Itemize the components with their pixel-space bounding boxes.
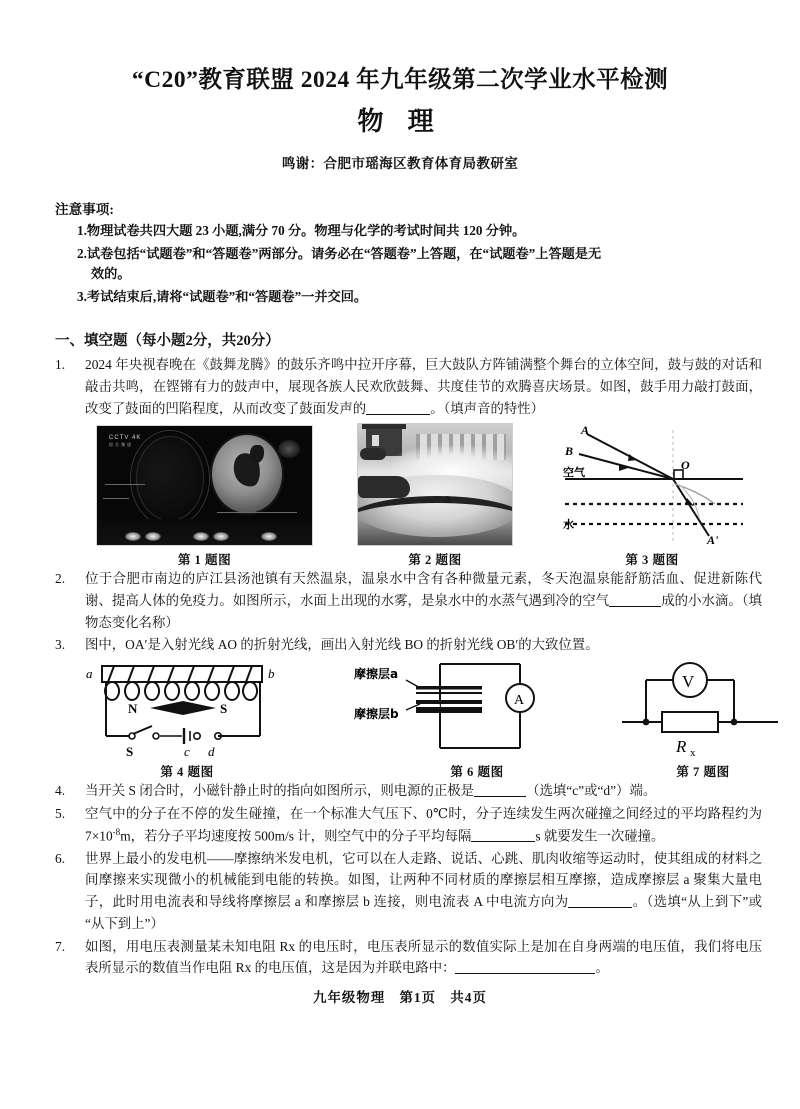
cctv-watermark: CCTV 4K 综合频道 [109,435,142,448]
label-terminal-b: b [268,666,275,682]
figure-1-caption: 第 1 题图 [177,553,232,568]
question-7-text-a: 如图，用电压表测量某未知电阻 Rx 的电压时，电压表所显示的数值实际上是加在自身两端的电压值，我们将电压表所显示的数值当作电阻 Rx 的电压值，这是因为并联电路中： [85,938,762,976]
friction-layer-a-bar2 [416,692,482,694]
notice-heading: 注意事项: [55,202,114,218]
notice-block [0,198,800,307]
stage-beam-2 [103,498,129,499]
charge-dots [420,704,477,707]
friction-layer-a-bar1 [416,686,482,690]
notice-item-2-line1: 2.试卷包括“试题卷”和“答题卷”两部分。请务必在“答题卷”上答题，在“试题卷”上答题是无 [77,245,602,261]
question-4-text-a: 当开关 S 闭合时，小磁针静止时的指向如图所示，则电源的正极是 [85,783,475,799]
label-friction-layer-b: 摩擦层b [354,707,399,722]
lit-drum-shape [212,435,282,513]
dark-drum-shape [131,431,209,526]
question-2 [0,568,800,633]
question-7-answer-blank[interactable] [455,960,595,974]
question-5-text [85,803,762,847]
stage-beam-3 [217,512,297,513]
drum-stage-photo [96,425,313,546]
question-2-text [85,568,762,633]
junction-dot-left [643,719,650,726]
question-4-text-b: （选填“c”或“d”）端。 [526,783,657,799]
faint-arc-1 [675,484,715,504]
question-2-text-b: 成的小水滴。（填物态变化名称） [85,593,762,630]
pool-rock [358,476,410,498]
question-5-answer-blank[interactable] [471,828,535,842]
question-2-number: 2. [55,571,66,587]
pool-rim [357,496,513,546]
hot-spring-photo [357,423,513,546]
section-heading-fill-in-blanks: 一、填空题（每小题2分，共20分） [55,333,280,350]
resistor-label-subscript: x [690,747,696,760]
compass-needle [150,701,216,715]
voltmeter-letter: V [682,672,695,692]
switch-contact [153,733,159,739]
ammeter-letter: A [514,693,525,709]
notice-item-3: 3.考试结束后,请将“试题卷”和“答题卷”一并交回。 [77,288,368,304]
figure-7-cell [618,660,788,780]
question-1-number: 1. [55,357,66,373]
figure-3-cell [557,424,747,568]
label-friction-layer-a: 摩擦层a [354,667,399,682]
figure-2-cell [357,423,513,568]
label-switch-s: S [126,744,134,760]
label-ray-a: A [581,424,590,438]
page-footer: 九年级物理 第1页 共4页 [313,989,487,1005]
incident-ray-a-arrow [628,454,637,461]
figure-3-caption: 第 3 题图 [625,553,679,568]
question-1 [0,354,800,419]
question-6-text-a: 世界上最小的发电机——摩擦纳米发电机，它可以在人走路、说话、心跳、肌肉收缩等运动时，使其组成的材料之间摩擦来实现微小的机械能到电能的转换。如图，让两种不同材质的摩擦层相互摩擦，造成摩擦层 a 聚集大量电子，此时用电流表和导线将摩擦层 a 和摩擦层 b 连接，则电流表 A 中电流方向为 [85,850,762,910]
notice-item-1: 1.物理试卷共四大题 23 小题,满分 70 分。物理与化学的考试时间共 120 分钟。 [77,223,526,239]
question-2-text-a: 位于合肥市南边的庐江县汤池镇有天然温泉，温泉水中含有各种微量元素，冬天泡温泉能舒筋活血、促进新陈代谢、提高人体的免疫力。如图所示，水面上出现的水雾，是泉水中的水蒸气遇到冷的空气 [85,571,762,609]
switch-blade [133,726,152,734]
question-6-answer-blank[interactable] [568,894,632,908]
question-5-exponent: -8 [112,826,121,837]
friction-layer-b-top [416,700,482,704]
question-4-number: 4. [55,783,66,799]
label-north: N [128,701,138,717]
acknowledgement-line: 鸣谢：合肥市瑶海区教育体育局教研室 [281,156,519,172]
label-ray-b: B [565,444,574,459]
stage-beam-1 [105,484,145,485]
label-terminal-a: a [86,666,93,682]
stage-glow [278,440,300,458]
label-water: 水 [563,518,574,532]
question-1-text-b: 。（填声音的特性） [430,400,545,416]
label-node-d: d [208,744,215,760]
question-4-answer-blank[interactable] [474,783,526,797]
figure-7-caption: 第 7 题图 [676,765,730,780]
junction-dot-right [731,719,738,726]
figure-4-cell [78,660,296,780]
question-7-text-b: 。 [595,960,609,976]
label-south: S [220,701,228,717]
refracted-ray-a-prime [673,479,709,536]
question-7 [0,936,800,979]
resistor-box [662,712,718,732]
figure-row-2 [0,660,800,780]
question-4 [0,780,800,802]
refraction-diagram [557,424,747,546]
question-5-text-b: s 就要发生一次碰撞。 [535,828,665,844]
page-title: “C20”教育联盟 2024 年九年级第二次学业水平检测 [131,67,669,93]
question-5-text-a: 空气中的分子在不停的发生碰撞，在一个标准大气压下、0℃时，分子连续发生两次碰撞之间经过的平均路程约为 7×10 [85,805,762,844]
question-1-answer-blank[interactable] [366,400,430,414]
question-6-number: 6. [55,850,66,866]
question-5-number: 5. [55,805,66,821]
question-4-text [85,780,762,802]
incident-ray-b [579,454,673,479]
node-c [194,733,200,739]
iron-core [102,666,262,682]
question-3-text: 图中，OA′是入射光线 AO 的折射光线，画出入射光线 BO 的折射光线 OB′的大致位置。 [85,637,599,653]
label-ray-a-prime: A' [707,533,719,547]
question-1-text-a: 2024 年央视春晚在《鼓舞龙腾》的鼓乐齐鸣中拉开序幕，巨大鼓队方阵铺满整个舞台的立体空间，鼓与鼓的对话和敲击共鸣，在铿锵有力的鼓声中，展现各族人民欢欣鼓舞、共度佳节的欢腾喜庆场景。如图，鼓手用力敲打鼓面，改变了鼓面的凹陷程度，从而改变了鼓面发声的 [85,357,762,416]
question-2-answer-blank[interactable] [609,593,661,607]
subject-title: 物 理 [357,106,443,136]
question-5-text-mid: m，若分子平均速度按 500m/s 计，则空气中的分子平均每隔 [120,828,472,844]
question-1-text [85,354,762,419]
question-3-number: 3. [55,637,66,653]
question-3 [0,634,800,656]
question-6 [0,848,800,935]
tree-cluster [360,448,386,460]
figure-6-cell [354,660,560,780]
figure-6-caption: 第 6 题图 [450,765,504,780]
solenoid-circuit-diagram [78,660,296,762]
question-7-number: 7. [55,938,66,954]
question-5 [0,803,800,847]
figure-row-1 [0,423,800,568]
label-air: 空气 [563,466,585,480]
voltmeter-resistor-diagram [618,660,788,762]
triboelectric-generator-diagram [354,660,560,762]
figure-2-caption: 第 2 题图 [408,553,462,568]
notice-item-2-line2: 效的。 [91,266,131,282]
question-6-text-b: 。（选填“从上到下”或“从下到上”） [85,894,763,931]
label-point-o: O [681,458,690,473]
label-node-c: c [184,744,190,760]
question-6-text [85,848,762,935]
figure-4-caption: 第 4 题图 [160,765,214,780]
resistor-label: R [676,737,687,757]
leader-line-a [406,680,422,689]
notice-item-2 [55,244,760,285]
figure-1-cell [96,425,313,568]
question-7-text [85,936,762,979]
friction-layer-b-bottom [416,707,482,713]
